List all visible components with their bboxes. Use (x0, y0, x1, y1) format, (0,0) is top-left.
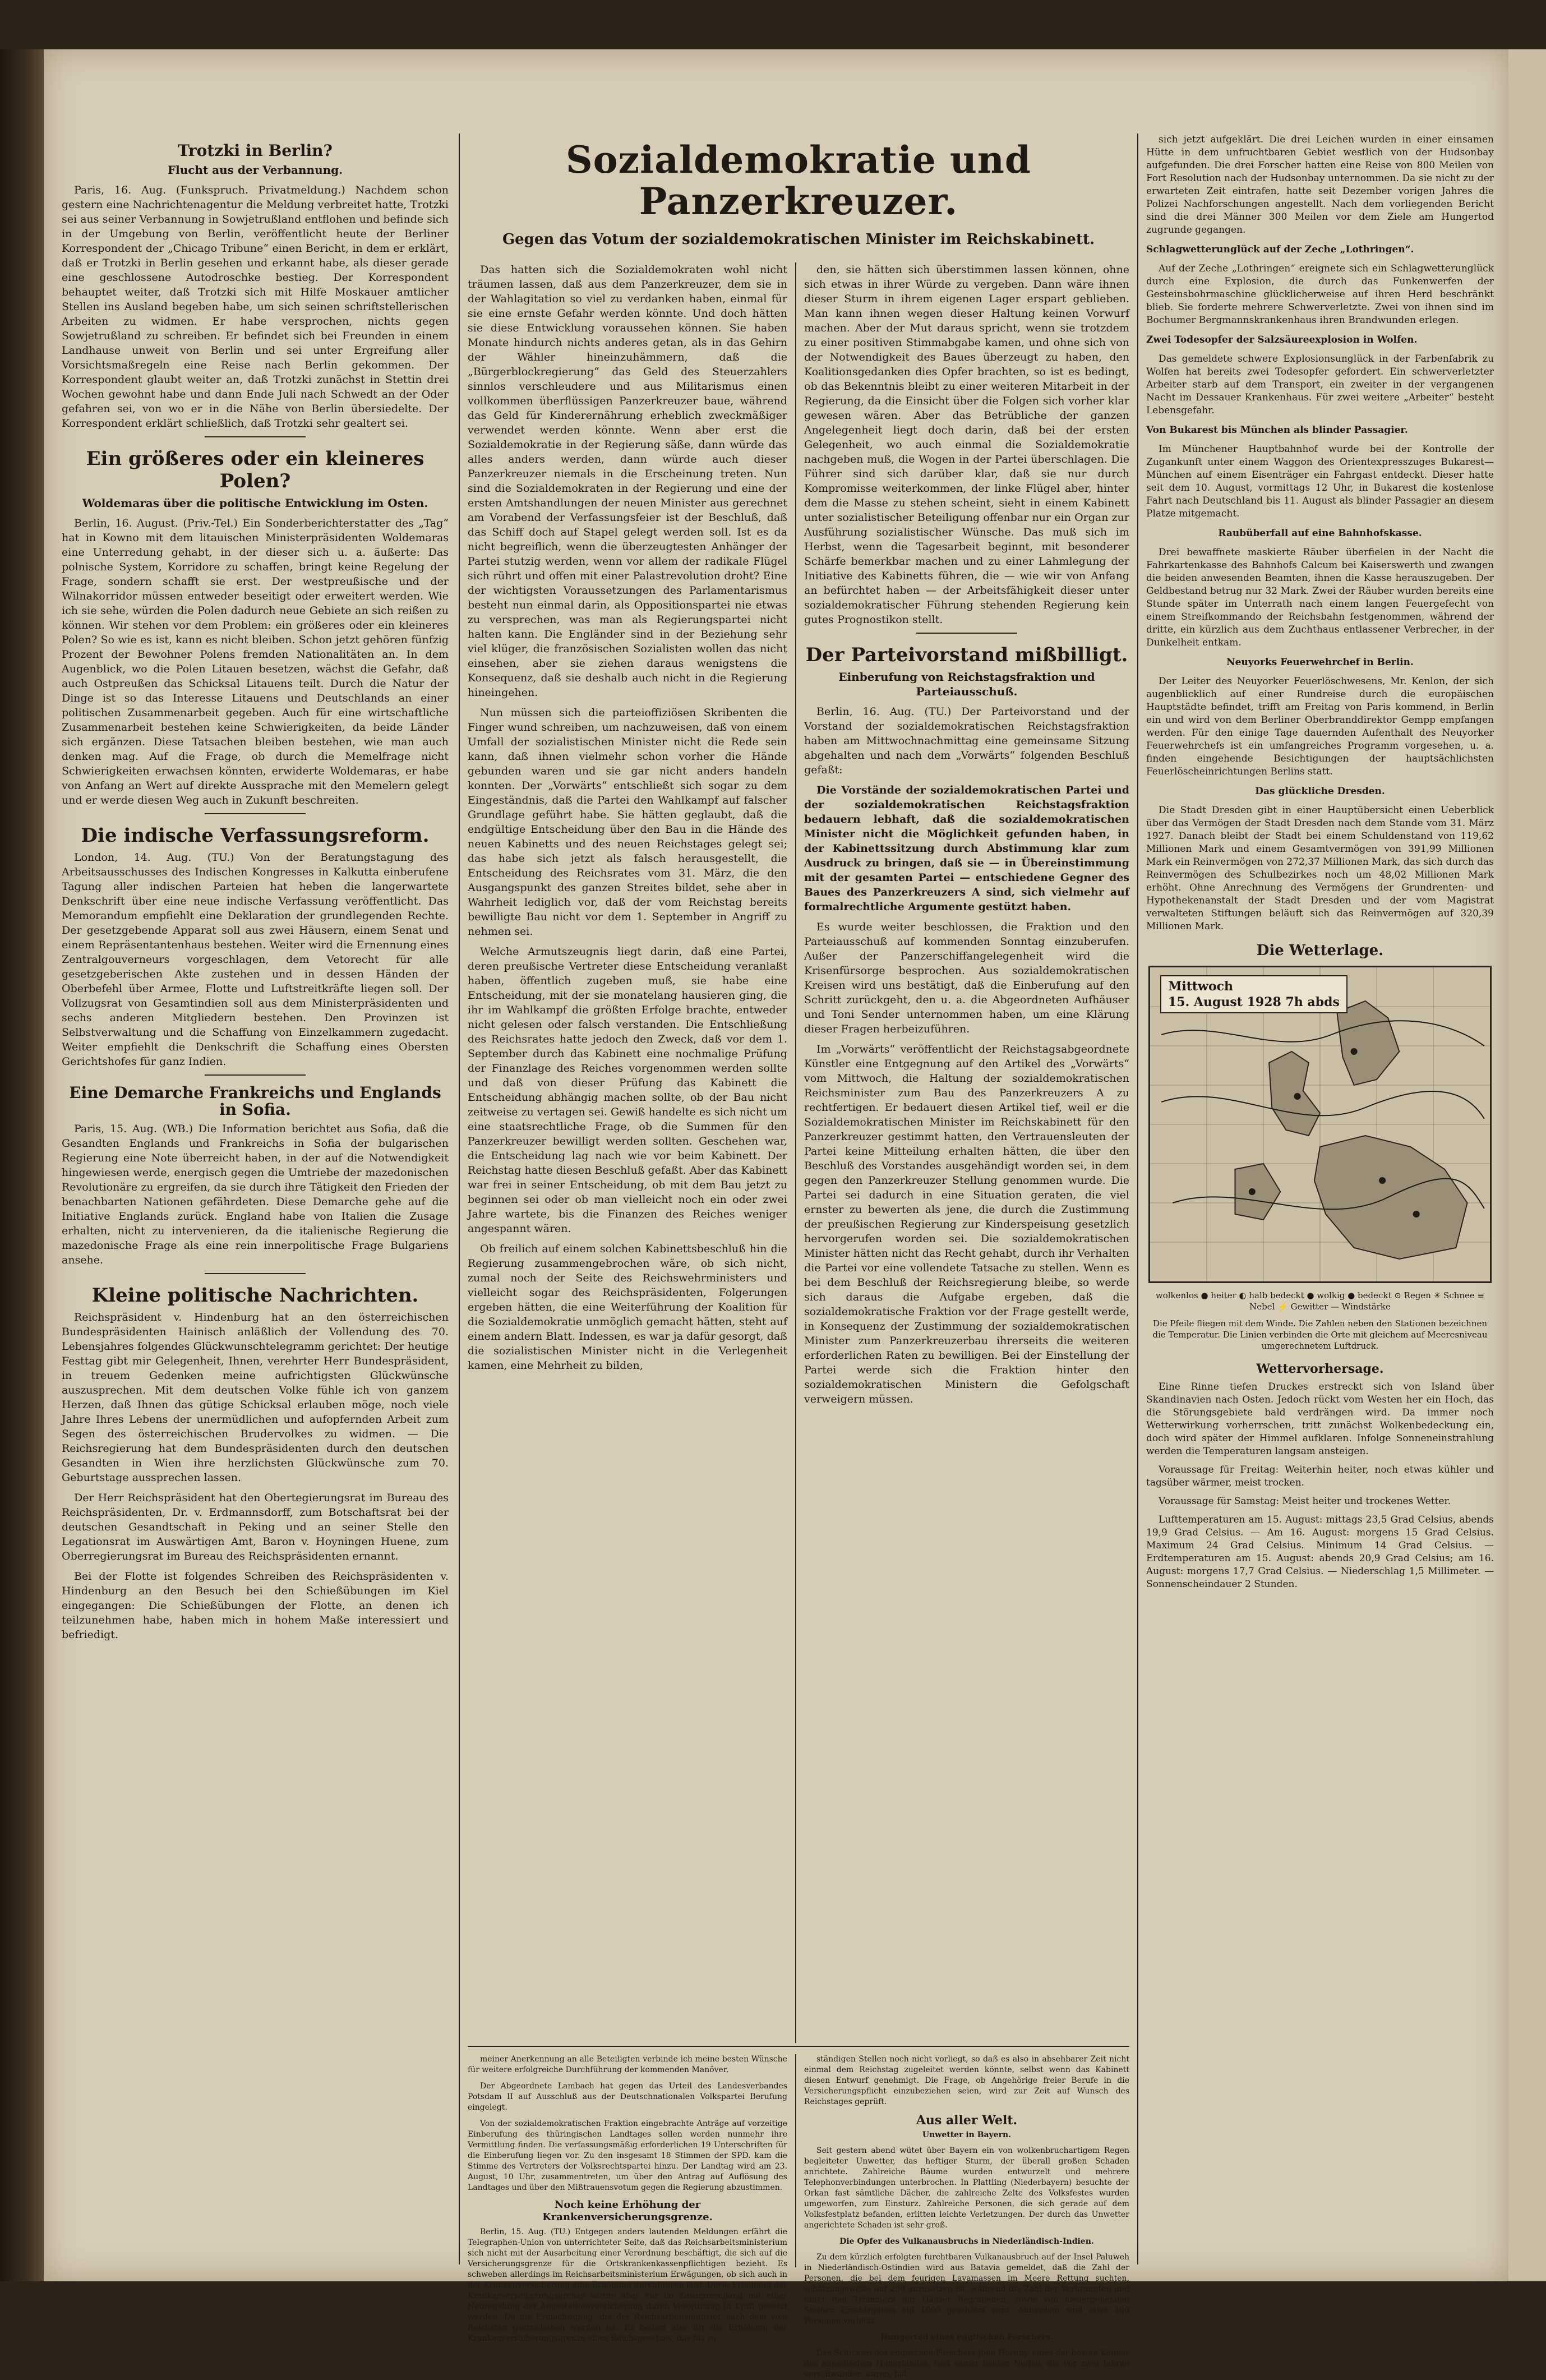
forecast-body-2: Voraussage für Freitag: Weiterhin heiter, noch etwas kühler und tagsüber wärmer, meist trocken. (1146, 1464, 1494, 1488)
forecast-body-3: Voraussage für Samstag: Meist heiter und trockenes Wetter. (1159, 1496, 1451, 1507)
col4-body-2: Auf der Zeche „Lothringen“ ereignete sich ein Schlagwetterunglück durch eine Explosion, die durch das Funkenwerfen der Gesteinsbohrmaschine glücklicherweise auf ihren Herd beschränkt blieb. Sie forderte mehrere Schwerverletzte. Zwei von ihnen sind im Bochumer Bergmannskrankenhaus ihren Brandwunden erlegen. (1146, 263, 1494, 326)
weather-map-label (1160, 975, 1347, 1013)
col4-body-5: Drei bewaffnete maskierte Räuber überfielen in der Nacht die Fahrkartenkasse des Bahnhofs Calcum bei Kaiserswerth und zwangen die beiden anwesenden Beamten, ihnen die Kasse herauszugeben. Der Geldbestand betrug nur 32 Mark. Zwei der Räuber wurden bereits eine Stunde später im Unterrath nach einem langen Feuergefecht von einem Streifkommando der Reichsbahn festgenommen, während der dritte, ein kürzlich aus dem Zuchthaus entlassener Verbrecher, in der Dunkelheit entkam. (1146, 547, 1494, 648)
article-body-sofia: Paris, 15. Aug. (WB.) Die Information berichtet aus Sofia, daß die Gesandten Englands und Frankreichs in Sofia der bulgarischen Regierung eine Note überreicht haben, in der auf die Notwendigkeit hingewiesen werde, energisch gegen die Umtriebe der mazedonischen Revolutionäre zu ergreifen, da sie durch ihre Tätigkeit den Frieden der benachbarten Nationen gefährdeten. Diese Demarche gehe auf die Initiative Englands zurück. England habe von Italien die Zusage erhalten, nicht zu intervenieren, da die italienische Regierung die mazedonische Frage als eine rein innerpolitische Frage Bulgariens ansehe. (62, 1123, 449, 1266)
article-body-parteivorstand: Berlin, 16. Aug. (TU.) Der Parteivorstand und der Vorstand der sozialdemokratischen Reichstagsfraktion haben am Mittwochnachmittag eine gemeinsame Sitzung abgehalten und nach dem „Vorwärts“ folgenden Beschluß gefaßt: (804, 705, 1129, 776)
article-body-indien: London, 14. Aug. (TU.) Von der Beratungstagung des Arbeitsausschusses des Indischen Kongresses in Kalkutta einberufene Tagung aller indischen Parteien hat heben die langerwartete Denkschrift über eine neue indische Verfassung veröffentlicht. Das Memorandum empfiehlt eine Deklaration der grundlegenden Rechte. Der gesetzgebende Apparat soll aus zwei Häusern, einem Senat und einem Repräsentantenhaus bestehen. Weiter wird die Ernennung eines Zentralgouverneurs vorgeschlagen, dem Vetorecht für alle gesetzgeberischen Akte zustehen und in dessen Händen der Oberbefehl über Armee, Flotte und Luftstreitkräfte liegen soll. Der Vollzugsrat von Gesamtindien soll aus dem Ministerpräsidenten und sechs anderen Mitgliedern bestehen. Den Provinzen ist Selbstverwaltung und die Schaffung von Einzelkammern zugedacht. Weiter empfiehlt die Denkschrift die Schaffung eines Obersten Gerichtshofes für ganz Indien. (62, 851, 449, 1068)
forecast-body-1: Eine Rinne tiefen Druckes erstreckt sich von Island über Skandinavien nach Osten. Jedoch rückt vom Westen her ein Hoch, das die Störungsgebiete bald verdrängen wird. Da immer noch Wetterwirkung vorherrschen, tritt zunächst Wolkenbedeckung ein, doch wird später der Himmel aufklaren. Infolge Sonneneinstrahlung werden die Temperaturen langsam ansteigen. (1146, 1381, 1494, 1457)
col4-body-7: Die Stadt Dresden gibt in einer Hauptübersicht einen Ueberblick über das Vermögen der Stadt Dresden nach dem Stande vom 31. März 1927. Danach bleibt der Stadt bei einem Schuldenstand von 119,62 Millionen Mark und einem Gesamtvermögen von 391,99 Millionen Mark ein Reinvermögen von 272,37 Millionen Mark, das sich durch das Reinvermögen des Schulbezirkes noch um 48,02 Millionen Mark erhöht. Ohne Anrechnung des Vermögens der Grundrenten- und Hypothekenanstalt der Stadt Dresden und der vom Magistrat verwalteten Stiftungen beläuft sich das Reinvermögen auf 320,39 Millionen Mark. (1146, 805, 1494, 932)
article-body-hunger: Das Schicksal des englischen Forschers John Hornby, eines der besten Kenner des kanadischen Hinterlandes, und seiner beiden Neffen, die vor zwei Jahren verschwunden waren, hat (804, 2349, 1129, 2379)
column-rule (795, 262, 796, 2043)
column-4 (1146, 133, 1494, 2264)
article-title-parteivorstand: Der Parteivorstand mißbilligt. (805, 644, 1128, 666)
article-title-trotzki: Trotzki in Berlin? (178, 141, 333, 160)
column-2 (468, 262, 787, 2043)
article-title-sofia: Eine Demarche Frankreichs und Englands in Sofia. (69, 1083, 441, 1119)
weather-map-legend: wolkenlos ● heiter ◐ halb bedeckt ● wolkig ● bedeckt ⊙ Regen ✳ Schnee ≡ Nebel ⚡ Gewitter — Windstärke (1155, 1290, 1485, 1312)
weather-map-legend-2: Die Pfeile fliegen mit dem Winde. Die Zahlen neben den Stationen bezeichnen die Temperatur. Die Linien verbinden die Orte mit gleichem auf Meeresniveau umgerechnetem Luftdruck. (1152, 1318, 1488, 1351)
article-body-parteivorstand-3: Es wurde weiter beschlossen, die Fraktion und den Parteiausschuß auf kommenden Sonntag einzuberufen. Außer der Panzerschiffangelegenheit wird die Krisenfürsorge besprochen. Aus sozialdemokratischen Kreisen wird uns bestätigt, daß die Einberufung auf den Schritt zurückgeht, den u. a. die Abgeordneten Aufhäuser und Toni Sender unternommen haben, um eine Klärung dieser Fragen herbeizuführen. (804, 921, 1129, 1035)
column-rule (459, 133, 460, 2264)
article-sub-unwetter: Unwetter in Bayern. (922, 2130, 1012, 2139)
book-binding (0, 49, 44, 2281)
col4-body-6: Der Leiter des Neuyorker Feuerlöschwesens, Mr. Kenlon, der sich augenblicklich auf einer Rundreise durch die europäischen Hauptstädte befindet, trifft am Freitag von Paris kommend, in Berlin ein und wird von dem Berliner Oberbranddirektor Gempp empfangen werden. Für den einige Tage dauernden Aufenthalt des Neuyorker Feuerwehrchefs ist ein umfangreiches Programm vorgesehen, u. a. finden eingehende Besichtigungen der hauptsächlichsten Feuerlöscheinrichtungen Berlins statt. (1146, 676, 1494, 777)
headline-deck: Gegen das Votum der sozialdemokratischen Minister im Reichskabinett. (502, 231, 1095, 248)
article-sub-polen: Woldemaras über die politische Entwicklung im Osten. (82, 496, 428, 510)
divider (916, 633, 1017, 634)
weather-map-date: 15. August 1928 7h abds (1168, 995, 1340, 1009)
article-sub-parteivorstand: Einberufung von Reichstagsfraktion und Parteiausschuß. (838, 670, 1095, 698)
main-headline-block (468, 133, 1129, 251)
article-body-vulkan: Zu dem kürzlich erfolgten furchtbaren Vulkanausbruch auf der Insel Paluweh in Niederländisch-Ostindien wird aus Batavia gemeldet, daß die Zahl der Personen, die bei dem feurigen Lavamassen im Meere Rettung suchten, schätzungsweise auf 200 anzusetzen ist, während die Zahl der Verbrannten und unter den Trümmern der Häuser Begrabenen, sowie von niedergehenden Steinen Erschlagenen auf 1000 geschätzt wird. Außerdem sind etwa 400 Personen verletzt. (804, 2253, 1129, 2326)
col4-title-4: Raubüberfall auf eine Bahnhofskasse. (1218, 528, 1422, 539)
col4-title-5: Neuyorks Feuerwehrchef in Berlin. (1226, 657, 1414, 668)
forecast-body-4: Lufttemperaturen am 15. August: mittags 23,5 Grad Celsius, abends 19,9 Grad Celsius. — Am 16. August: morgens 15 Grad Celsius. Maximum 24 Grad Celsius. Minimum 14 Grad Celsius. — Erdtemperaturen am 15. August: abends 20,9 Grad Celsius; am 16. August: morgens 17,7 Grad Celsius. — Niederschlag 1,5 Millimeter. — Sonnenscheindauer 2 Stunden. (1146, 1514, 1494, 1590)
lower-body-4: ständigen Stellen noch nicht vorliegt, so daß es also in absehbarer Zeit nicht einmal dem Reichstag zugeleitet werden könnte, selbst wenn das Kabinett diesen Entwurf genehmigt. Die Frage, ob Angehörige freier Berufe in die Versicherungspflicht einzubeziehen seien, wird zur Zeit auf Wunsch des Reichstages geprüft. (804, 2055, 1129, 2106)
article-body-parteivorstand-2: Die Vorstände der sozialdemokratischen Partei und der sozialdemokratischen Reichstagsfraktion bedauern lebhaft, daß die sozialdemokratischen Minister nicht die Möglichkeit gefunden haben, in der Kabinettssitzung durch Abstimmung klar zum Ausdruck zu bringen, daß sie — in Übereinstimmung mit der gesamten Partei — entschiedene Gegner des Baues des Panzerkreuzers A sind, sich vielmehr auf formalrechtliche Argumente gestützt haben. (804, 784, 1129, 913)
article-sub-trotzki: Flucht aus der Verbannung. (167, 163, 343, 177)
newspaper-page (44, 49, 1508, 2379)
col4-title-2: Zwei Todesopfer der Salzsäureexplosion in Wolfen. (1146, 334, 1418, 345)
main-body-5: den, sie hätten sich überstimmen lassen können, ohne sich etwas in ihrer Würde zu vergeben. Dann wäre ihnen dieser Sturm in ihrem eigenen Lager erspart geblieben. Man kann ihnen wegen dieser Haltung keinen Vorwurf machen. Aber der Mut daraus spricht, wenn sie trotzdem zu einer positiven Stimmabgabe kamen, und ohne sich von der Notwendigkeit des Baues überzeugt zu haben, den Koalitionsgedanken dies Opfer brachten, so ist es bedingt, ob das Bekenntnis bleibt zu einer weiteren Mitarbeit in der Regierung, da die Einsicht über die Folgen sich vorher klar gewesen wären. Aber das Betrübliche der ganzen Angelegenheit liegt doch darin, daß bei der ersten Gelegenheit, wo auch einmal die Sozialdemokratie nachgeben muß, die Wogen in der Partei überschlagen. Die Führer sind sich darüber klar, daß sie nur durch Kompromisse weiterkommen, der linke Flügel aber, hinter dem die Masse zu stehen scheint, sieht in einem Kabinett unter sozialistischer Beteiligung offenbar nur ein Organ zur Ausführung sozialistischer Wünsche. Das muß sich im Herbst, wenn die Tagesarbeit beginnt, mit besonderer Schärfe bemerkbar machen und zu einer Lahmlegung der Initiative des Kabinetts führen, die — wie wir von Anfang an befürchtet haben — der Arbeitsfähigkeit dieser unter sozialdemokratischer Führung stehenden Regierung kein gutes Prognostikon stellt. (804, 264, 1129, 626)
article-body-nachrichten-3: Bei der Flotte ist folgendes Schreiben des Reichspräsidenten v. Hindenburg an den Besuch bei den Schießübungen im Kiel eingegangen: Die Schießübungen der Flotte, an denen ich teilzunehmen habe, haben mich in hohem Maße interessiert und befriedigt. (62, 1570, 449, 1641)
lower-body-3: Von der sozialdemokratischen Fraktion eingebrachte Anträge auf vorzeitige Einberufung des thüringischen Landtages sollen werden nunmehr ihre Vermittlung finden. Die verfassungsmäßig erforderlichen 19 Unterschriften für die Einberufung liegen vor. Zu den insgesamt 18 Stimmen der SPD. kam die Stimme des Vertreters der Volksrechtspartei hinzu. Der Landtag wird am 23. August, 10 Uhr, zusammentreten, um über den Antrag auf Auflösung des Landtages und über den Mißtrauensvotum gegen die Regierung abzustimmen. (468, 2119, 787, 2192)
article-title-polen: Ein größeres oder ein kleineres Polen? (86, 448, 424, 492)
lower-column-2 (468, 2054, 787, 2343)
article-body-nachrichten: Reichspräsident v. Hindenburg hat an den österreichischen Bundespräsidenten Hainisch anläßlich der Vollendung des 70. Lebensjahres folgendes Glückwunschtelegramm gerichtet: Der heutige Festtag gibt mir Gelegenheit, Ihnen, verehrter Herr Bundespräsident, in treuem Gedenken meine aufrichtigsten Glückwünsche auszusprechen. Mit dem deutschen Volke fühle ich von ganzem Herzen, daß Ihnen das gütige Schicksal erlauben möge, noch viele Jahre Ihres Lebens der unermüdlichen und aufopfernden Arbeit zum Segen des österreichischen Brudervolkes zu widmen. — Die Reichsregierung hat dem Bundespräsidenten durch den deutschen Gesandten in Wien ihre herzlichsten Glückwünsche zum 70. Geburtstage aussprechen lassen. (62, 1311, 449, 1484)
article-body-trotzki: Paris, 16. Aug. (Funkspruch. Privatmeldung.) Nachdem schon gestern eine Nachrichtenagentur die Meldung verbreitet hatte, Trotzki sei aus seiner Verbannung in Sowjetrußland entflohen und befinde sich in der Umgebung von Berlin, veröffentlicht heute der Berliner Korrespondent der „Chicago Tribune“ einen Bericht, in dem er erklärt, daß er Trotzki in Berlin gesehen und erkannt habe, als dieser gerade eine geschlossene Autodroschke bestieg. Der Korrespondent behauptet weiter, daß Trotzki sich mit Hilfe Moskauer amtlicher Stellen ins Ausland begeben habe, um sich seinen schriftstellerischen Arbeiten zu widmen. Er habe versprochen, nichts gegen Sowjetrußland zu schreiben. Er befindet sich bei Freunden in einem Landhause unweit von Berlin und sei unter Ergreifung aller Vorsichtsmaßregeln eine Reise nach Berlin gekommen. Der Korrespondent glaubt weiter an, daß Trotzki zunächst in Stettin drei Wochen gewohnt habe und dann Ende Juli nach Schwedt an der Oder gefahren sei, von wo er in die Nähe von Berlin übersiedelte. Der Korrespondent erklärt schließlich, daß Trotzki sehr gealtert sei. (62, 184, 449, 430)
col4-body-3: Das gemeldete schwere Explosionsunglück in der Farbenfabrik zu Wolfen hat bereits zwei Todesopfer gefordert. Ein schwerverletzter Arbeiter starb auf dem Transport, ein zweiter in der vergangenen Nacht im Dessauer Krankenhaus. Für zwei weitere „Arbeiter“ besteht Lebensgefahr. (1146, 353, 1494, 416)
main-body-4: Ob freilich auf einem solchen Kabinettsbeschluß hin die Regierung zusammengebrochen wäre, ob sich nicht, zumal noch der Seite des Reichswehrministers und vielleicht sogar des Reichspräsidenten, Folgerungen ergeben hätten, die eine Weiterführung der Koalition für die Sozialdemokratie unmöglich gemacht hätten, steht auf einem andern Blatt. Indessen, es war ja dafür gesorgt, daß die sozialistischen Minister nicht in die Verlegenheit kamen, eine Mehrheit zu bilden, (468, 1243, 787, 1372)
main-body-1: Das hatten sich die Sozialdemokraten wohl nicht träumen lassen, daß aus dem Panzerkreuzer, dem sie in der Wahlagitation so viel zu verdanken haben, einmal für sie eine ernste Gefahr werden könnte. Und doch hätten sie diese Entwicklung voraussehen können. Sie haben Monate hindurch nichts anderes getan, als in das Gehirn der Wähler hineinzuhämmern, daß die „Bürgerblockregierung“ das Geld des Steuerzahlers sinnlos verschleudere und aus Militarismus einen vollkommen überflüssigen Panzerkreuzer baue, während das Geld für Kinderernährung erheblich zweckmäßiger verwendet werden könnte. Wenn aber erst die Sozialdemokratie in der Regierung säße, dann würde das alles anders werden, dann würde auch dieser Panzerkreuzer niemals in die Erscheinung treten. Nun sind die Sozialdemokraten in der Regierung und eine der ersten Amtshandlungen der neuen Minister aus gerechnet am Vorabend der Verfassungsfeier ist der Beschluß, daß das Schiff doch auf Stapel gelegt werden soll. Ist es da nicht begreiflich, wenn die überzeugtesten Anhänger der Partei stutzig werden, wenn vor allem der radikale Flügel sich rührt und offen mit einer Palastrevolution droht? Eine der wichtigsten Voraussetzungen des Parlamentarismus besteht nun einmal darin, als Oppositionspartei nie etwas zu versprechen, was man als Regierungspartei nicht halten kann. Die Engländer sind in der Beziehung sehr viel klüger, die französischen Sozialisten wollen das nicht einsehen, aber sie ziehen daraus wenigstens die Konsequenz, daß sie deshalb auch nicht in die Regierung hineingehen. (468, 264, 787, 699)
col4-title-1: Schlagwetterunglück auf der Zeche „Lothringen“. (1146, 244, 1414, 255)
divider (205, 436, 306, 437)
article-body-unwetter: Seit gestern abend wütet über Bayern ein von wolkenbruchartigem Regen begleiteter Unwetter, das heftiger Sturm, der überall großen Schaden anrichtete. Zahlreiche Bäume wurden entwurzelt und mehrere Telephonverbindungen unterbrochen. In Plattling (Niederbayern) besuchte der Orkan fast sämtliche Dächer, die zahlreiche Zelte des Volksfestes wurden umgeworfen, zum Einsturz. Zahlreiche Personen, die sich gerade auf dem Volksfestplatz befanden, erlitten leichte Verletzungen. Der durch das Unwetter angerichtete Schaden ist sehr groß. (804, 2146, 1129, 2230)
lower-body-2: Der Abgeordnete Lambach hat gegen das Urteil des Landesverbandes Potsdam II auf Ausschluß aus der Deutschnationalen Volkspartei Berufung eingelegt. (468, 2082, 787, 2112)
col4-title-3: Von Bukarest bis München als blinder Passagier. (1146, 425, 1408, 436)
column-3 (804, 262, 1129, 2043)
weather-map-drawing (1150, 967, 1490, 1281)
next-page-edge (1508, 49, 1546, 2281)
article-title-aus-aller-welt: Aus aller Welt. (916, 2113, 1018, 2128)
lower-body-1: meiner Anerkennung an alle Beteiligten verbinde ich meine besten Wünsche für weitere erfolgreiche Durchführung der kommenden Manöver. (468, 2055, 787, 2074)
article-title-nachrichten: Kleine politische Nachrichten. (91, 1284, 419, 1307)
article-body-nachrichten-2: Der Herr Reichspräsident hat den Obertegierungsrat im Bureau des Reichspräsidenten, Dr. v. Erdmannsdorff, zum Botschaftsrat bei der deutschen Gesandtschaft in Peking und an seiner Stelle den Legationsrat im Auswärtigen Amt, Baron v. Hoyningen Huene, zum Oberregierungsrat im Bureau des Reichspräsidenten ernannt. (62, 1492, 449, 1562)
weather-map-day: Mittwoch (1168, 979, 1234, 994)
col4-body-1: sich jetzt aufgeklärt. Die drei Leichen wurden in einer einsamen Hütte in dem unfruchtbaren Gebiet westlich von der Hudsonbay aufgefunden. Die drei Forscher hatten eine Reise von 800 Meilen von Fort Resolution nach der Hudsonbay unternommen. Da sie nicht zu der erwarteten Zeit eintrafen, hatte seit Dezember vorigen Jahres die Polizei Nachforschungen angestellt. Nach dem vorliegenden Bericht sind die drei Männer 300 Meilen vor dem Ziele am Hungertod zugrunde gegangen. (1146, 134, 1494, 236)
main-body-2: Nun müssen sich die parteioffiziösen Skribenten die Finger wund schreiben, um nachzuweisen, daß von einem Umfall der sozialistischen Minister nicht die Rede sein kann, daß ihnen vielmehr schon vorher die Hände gebunden waren und sie gar nicht anders handeln konnten. Der „Vorwärts“ entschließt sich sogar zu dem Eingeständnis, daß die Partei den Wahlkampf auf falscher Grundlage geführt habe. Sie hätten geglaubt, daß die endgültige Entscheidung über den Bau in die Hände des neuen Kabinetts und des neuen Reichstages gelegt sei; das habe sich jetzt als falsch herausgestellt, die Entscheidung des Reichsrates vom 31. März, die den Ausgangspunkt des ganzen Streites bildet, sehe aber in Wahrheit lediglich vor, daß der vom Reichstag bereits bewilligte Bau nicht vor dem 1. September in Angriff zu nehmen sei. (468, 707, 787, 938)
column-rule (1137, 133, 1138, 2264)
column-1 (62, 133, 449, 2264)
divider (205, 813, 306, 814)
column-rule (795, 2054, 796, 2267)
section-rule (468, 2046, 1129, 2047)
article-body-polen: Berlin, 16. August. (Priv.-Tel.) Ein Sonderberichterstatter des „Tag“ hat in Kowno mit dem litauischen Ministerpräsidenten Woldemaras eine Unterredung gehabt, in der dieser sich u. a. äußerte: Das polnische System, Korridore zu schaffen, bringt keine Regelung der Frage, sondern schafft sie erst. Der westpreußische und der Wilnakorridor müssen entweder beseitigt oder erweitert werden. Wie ich sie sehe, würden die Polen dadurch neue Gebiete an sich reißen zu können. Wir stehen vor dem Problem: ein größeres oder ein kleineres Polen? So wie es ist, kann es nicht bleiben. Schon jetzt gehören fünfzig Prozent der Bewohner Polens fremden Nationalitäten an. In dem Augenblick, wo die Polen Litauen besetzen, wächst die Gefahr, daß auch Ostpreußen das Schicksal Litauens teilt. Durch die Natur der Dinge ist so das Interesse Litauens und Deutschlands an einer politischen Zusammenarbeit gegeben. Auch für eine wirtschaftliche Zusammenarbeit bestehen keine Schwierigkeiten, da beide Länder sich ergänzen. Diese Tatsachen bleiben bestehen, wie man auch denken mag. Auf die Frage, ob durch die Memelfrage nicht Schwierigkeiten erwachsen könnten, erwiderte Woldemaras, er habe von Anfang an Wert auf direkte Aussprache mit den Memelern gelegt und er werde diesen Weg auch in Zukunft beschreiten. (62, 517, 449, 806)
col4-body-4: Im Münchener Hauptbahnhof wurde bei der Kontrolle der Zugankunft unter einem Waggon des Orientexpresszuges Bukarest—München auf einem Eisenträger ein Fahrgast entdeckt. Dieser hatte seit dem 10. August, vormittags 12 Uhr, in Bukarest die kostenlose Fahrt nach Deutschland bis 11. August als blinder Passagier an diesem Platze mitgemacht. (1146, 444, 1494, 519)
article-title-indien: Die indische Verfassungsreform. (81, 824, 430, 847)
weather-title: Die Wetterlage. (1256, 942, 1384, 959)
headline-sozialdemokratie: Sozialdemokratie und Panzerkreuzer. (566, 138, 1031, 223)
article-sub-vulkan: Die Opfer des Vulkanausbruchs in Niederländisch-Indien. (839, 2237, 1094, 2246)
lower-column-3 (804, 2054, 1129, 2379)
article-title-kranken: Noch keine Erhöhung der Krankenversicherungsgrenze. (542, 2199, 713, 2223)
weather-map (1148, 966, 1492, 1283)
article-body-kranken: Berlin, 15. Aug. (TU.) Entgegen anders lautenden Meldungen erfährt die Telegraphen-Union von unterrichteter Seite, daß das Reichsarbeitsministerium sich nicht mit der Ausarbeitung einer Verordnung beschäftigt, die sich auf die Versicherungsgrenze für die Ortskrankenkassenpflichtigen bezieht. Es schweben allerdings im Reichsarbeitsministerium Erwägungen, ob sich auch in der Krankenversicherung eine Erhöhung durchführen läßt. Diese Erhöhung der Krankenversicherungsgrenze würde aber nur im Zusammenhang mit einer Neuregelung der Angestelltenversicherung durch Verordnung in Kraft gesetzt werden. Da die Ermächtigung, die der Reichsarbeitsminister nach dem vom Reichstag gestrichenen worden ist. Es bedarf also für die Erhöhung der Krankenversicherungsgrenze eines Reichsgesetzes, das bis zu (468, 2227, 787, 2343)
main-body-3: Welche Armutszeugnis liegt darin, daß eine Partei, deren preußische Vertreter diese Entscheidung veranlaßt haben, öffentlich zugeben muß, sie habe eine Entscheidung, mit der sie monatelang hausieren ging, die ihr im Wahlkampf die größten Erfolge brachte, entweder nicht gelesen oder falsch verstanden. Die Entschließung des Reichsrates hatte jedoch den Zweck, daß vor dem 1. September durch das Kabinett eine nochmalige Prüfung der Finanzlage des Reiches vorgenommen werden sollte und daß von dieser Prüfung das Kabinett die Entscheidung abhängig machen sollte, ob der Bau nicht zeitweise zu vertagen sei. Gewiß handelte es sich nicht um eine staatsrechtliche Frage, ob die Summen für den Panzerkreuzer bewilligt werden sollten. Geschehen war, die Entscheidung lag nach wie vor beim Kabinett. Der Reichstag hatte diesen Beschluß gefaßt. Aber das Kabinett war frei in seiner Entscheidung, ob mit dem Bau jetzt zu beginnen sei oder ob man vielleicht noch ein oder zwei Jahre wartete, bis die Finanzen des Reiches weniger angespannt wären. (468, 945, 787, 1235)
article-body-parteivorstand-4: Im „Vorwärts“ veröffentlicht der Reichstagsabgeordnete Künstler eine Entgegnung auf den Artikel des „Vorwärts“ vom Mittwoch, die Haltung der sozialdemokratischen Reichsminister zum Bau des Panzerkreuzers A zu rechtfertigen. Er bedauert diesen Artikel tief, weil er die Sozialdemokratischen Minister im Reichskabinett für den Panzerkreuzer gestimmt hatten, den Vertrauensleuten der Partei keine Mitteilung erhalten hätten, die über den Beschluß des Vorstandes ausgehändigt worden sei, in dem gegen den Panzerkreuzer Stellung genommen wurde. Die Partei sei dadurch in eine Situation geraten, die viel ernster zu bewerten als jene, die durch die Zustimmung der preußischen Regierung zur Kinderspeisung gesetzlich hervorgerufen worden sei. Die sozialdemokratischen Minister hätten nicht das Recht gehabt, durch ihr Verhalten die Partei vor eine vollendete Tatsache zu stellen. Wenn es bei dem Beschluß der Reichsregierung bleibe, so werde sich daraus die Aufgabe ergeben, daß die sozialdemokratische Fraktion vor der Frage gestellt werde, in Konsequenz der Zustimmung der sozialdemokratischen Minister zum Panzerkreuzerbau ihrerseits die weiteren erforderlichen Raten zu bewilligen. Bei der Einstellung der Partei werde sich die Fraktion hinter den sozialdemokratischen Ministern die Gefolgschaft verweigern müssen. (804, 1043, 1129, 1405)
divider (205, 1074, 306, 1076)
article-sub-hunger: Hungertod eines englischen Forschers. (880, 2333, 1053, 2342)
forecast-title: Wettervorhersage. (1256, 1362, 1384, 1376)
divider (205, 1273, 306, 1274)
col4-title-6: Das glückliche Dresden. (1255, 786, 1385, 797)
